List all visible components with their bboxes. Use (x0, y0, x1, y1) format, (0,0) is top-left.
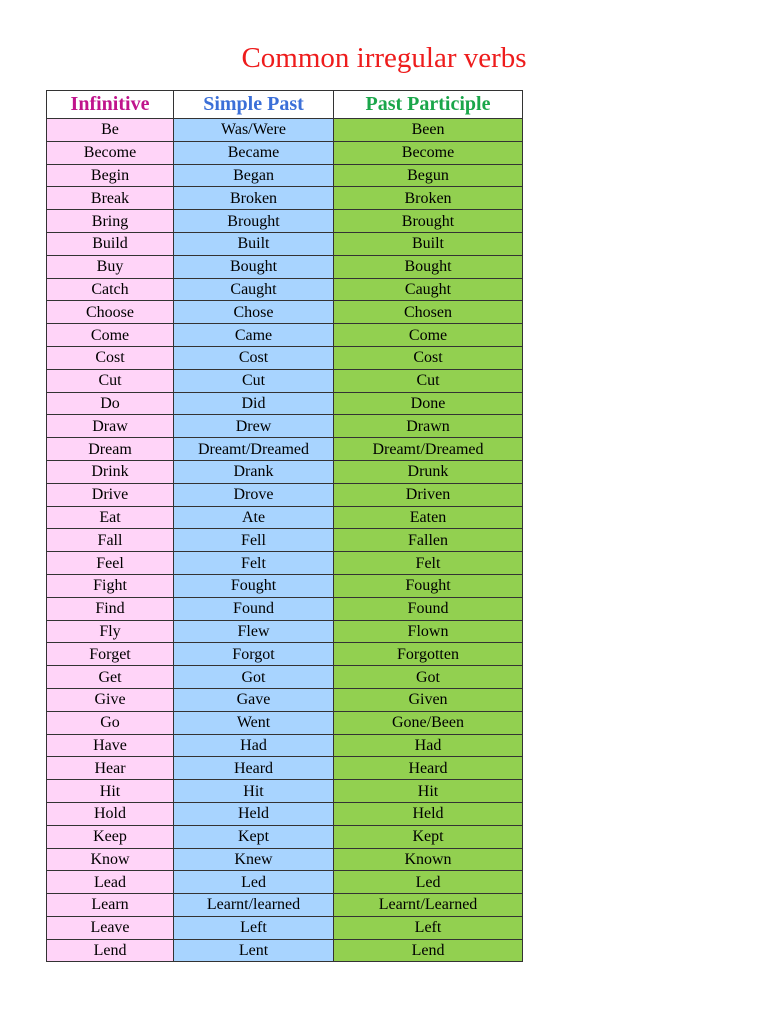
table-row (47, 460, 523, 483)
simple-past-cell: Gave (174, 688, 334, 711)
infinitive-cell: Forget (47, 643, 174, 666)
past-participle-cell: Dreamt/Dreamed (334, 438, 523, 461)
table-row (47, 278, 523, 301)
table-row (47, 939, 523, 962)
past-participle-cell: Lend (334, 939, 523, 962)
simple-past-cell: Knew (174, 848, 334, 871)
simple-past-cell: Dreamt/Dreamed (174, 438, 334, 461)
simple-past-cell: Led (174, 871, 334, 894)
table-row (47, 597, 523, 620)
table-row (47, 643, 523, 666)
simple-past-cell: Came (174, 324, 334, 347)
simple-past-cell: Hit (174, 780, 334, 803)
past-participle-cell: Hit (334, 780, 523, 803)
simple-past-cell: Drew (174, 415, 334, 438)
infinitive-cell: Draw (47, 415, 174, 438)
simple-past-cell: Held (174, 802, 334, 825)
simple-past-cell: Fell (174, 529, 334, 552)
table-row (47, 141, 523, 164)
table-row (47, 369, 523, 392)
past-participle-cell: Felt (334, 552, 523, 575)
past-participle-cell: Known (334, 848, 523, 871)
table-row (47, 620, 523, 643)
past-participle-cell: Been (334, 119, 523, 142)
infinitive-cell: Eat (47, 506, 174, 529)
infinitive-cell: Get (47, 666, 174, 689)
simple-past-cell: Found (174, 597, 334, 620)
past-participle-cell: Eaten (334, 506, 523, 529)
past-participle-cell: Cost (334, 346, 523, 369)
infinitive-cell: Be (47, 119, 174, 142)
past-participle-cell: Cut (334, 369, 523, 392)
table-row (47, 802, 523, 825)
simple-past-cell: Got (174, 666, 334, 689)
simple-past-cell: Did (174, 392, 334, 415)
table-row (47, 392, 523, 415)
infinitive-cell: Go (47, 711, 174, 734)
simple-past-cell: Kept (174, 825, 334, 848)
infinitive-cell: Hold (47, 802, 174, 825)
simple-past-cell: Lent (174, 939, 334, 962)
infinitive-cell: Bring (47, 210, 174, 233)
past-participle-cell: Drawn (334, 415, 523, 438)
past-participle-cell: Come (334, 324, 523, 347)
infinitive-cell: Choose (47, 301, 174, 324)
table-row (47, 346, 523, 369)
past-participle-cell: Bought (334, 255, 523, 278)
table-row (47, 871, 523, 894)
simple-past-cell: Had (174, 734, 334, 757)
infinitive-cell: Cost (47, 346, 174, 369)
verb-table (46, 90, 523, 962)
table-row (47, 848, 523, 871)
table-row (47, 894, 523, 917)
infinitive-cell: Drive (47, 483, 174, 506)
simple-past-cell: Felt (174, 552, 334, 575)
past-participle-cell: Driven (334, 483, 523, 506)
past-participle-cell: Given (334, 688, 523, 711)
infinitive-cell: Have (47, 734, 174, 757)
past-participle-cell: Fought (334, 574, 523, 597)
infinitive-cell: Fall (47, 529, 174, 552)
table-row (47, 438, 523, 461)
simple-past-cell: Cost (174, 346, 334, 369)
infinitive-cell: Lead (47, 871, 174, 894)
table-row (47, 483, 523, 506)
past-participle-cell: Gone/Been (334, 711, 523, 734)
table-row (47, 506, 523, 529)
table-row (47, 301, 523, 324)
past-participle-cell: Begun (334, 164, 523, 187)
infinitive-cell: Cut (47, 369, 174, 392)
past-participle-cell: Caught (334, 278, 523, 301)
simple-past-cell: Flew (174, 620, 334, 643)
infinitive-cell: Give (47, 688, 174, 711)
table-row (47, 210, 523, 233)
past-participle-cell: Got (334, 666, 523, 689)
page-title: Common irregular verbs (241, 42, 527, 74)
header-simple-past: Simple Past (174, 91, 334, 119)
past-participle-cell: Brought (334, 210, 523, 233)
simple-past-cell: Broken (174, 187, 334, 210)
infinitive-cell: Lend (47, 939, 174, 962)
table-row (47, 255, 523, 278)
table-row (47, 711, 523, 734)
simple-past-cell: Left (174, 916, 334, 939)
infinitive-cell: Keep (47, 825, 174, 848)
past-participle-cell: Fallen (334, 529, 523, 552)
table-row (47, 232, 523, 255)
table-row (47, 119, 523, 142)
infinitive-cell: Hear (47, 757, 174, 780)
simple-past-cell: Chose (174, 301, 334, 324)
infinitive-cell: Break (47, 187, 174, 210)
simple-past-cell: Bought (174, 255, 334, 278)
simple-past-cell: Learnt/learned (174, 894, 334, 917)
past-participle-cell: Done (334, 392, 523, 415)
simple-past-cell: Built (174, 232, 334, 255)
table-row (47, 324, 523, 347)
table-row (47, 164, 523, 187)
simple-past-cell: Went (174, 711, 334, 734)
simple-past-cell: Was/Were (174, 119, 334, 142)
simple-past-cell: Ate (174, 506, 334, 529)
past-participle-cell: Become (334, 141, 523, 164)
simple-past-cell: Became (174, 141, 334, 164)
infinitive-cell: Buy (47, 255, 174, 278)
past-participle-cell: Held (334, 802, 523, 825)
past-participle-cell: Found (334, 597, 523, 620)
infinitive-cell: Fly (47, 620, 174, 643)
table-row (47, 825, 523, 848)
table-row (47, 666, 523, 689)
infinitive-cell: Catch (47, 278, 174, 301)
infinitive-cell: Become (47, 141, 174, 164)
table-row (47, 415, 523, 438)
infinitive-cell: Know (47, 848, 174, 871)
table-row (47, 688, 523, 711)
table-row (47, 529, 523, 552)
table-row (47, 780, 523, 803)
header-infinitive: Infinitive (47, 91, 174, 119)
infinitive-cell: Drink (47, 460, 174, 483)
infinitive-cell: Do (47, 392, 174, 415)
infinitive-cell: Come (47, 324, 174, 347)
infinitive-cell: Dream (47, 438, 174, 461)
past-participle-cell: Broken (334, 187, 523, 210)
past-participle-cell: Left (334, 916, 523, 939)
infinitive-cell: Hit (47, 780, 174, 803)
infinitive-cell: Begin (47, 164, 174, 187)
table-row (47, 734, 523, 757)
infinitive-cell: Feel (47, 552, 174, 575)
simple-past-cell: Caught (174, 278, 334, 301)
past-participle-cell: Built (334, 232, 523, 255)
table-row (47, 916, 523, 939)
simple-past-cell: Brought (174, 210, 334, 233)
simple-past-cell: Forgot (174, 643, 334, 666)
past-participle-cell: Kept (334, 825, 523, 848)
infinitive-cell: Learn (47, 894, 174, 917)
past-participle-cell: Flown (334, 620, 523, 643)
table-row (47, 574, 523, 597)
past-participle-cell: Forgotten (334, 643, 523, 666)
past-participle-cell: Led (334, 871, 523, 894)
past-participle-cell: Drunk (334, 460, 523, 483)
simple-past-cell: Heard (174, 757, 334, 780)
past-participle-cell: Learnt/Learned (334, 894, 523, 917)
table-header-row (47, 91, 523, 119)
past-participle-cell: Had (334, 734, 523, 757)
infinitive-cell: Leave (47, 916, 174, 939)
simple-past-cell: Drove (174, 483, 334, 506)
simple-past-cell: Drank (174, 460, 334, 483)
infinitive-cell: Find (47, 597, 174, 620)
simple-past-cell: Began (174, 164, 334, 187)
verb-rows (47, 119, 523, 962)
past-participle-cell: Chosen (334, 301, 523, 324)
infinitive-cell: Build (47, 232, 174, 255)
table-row (47, 187, 523, 210)
simple-past-cell: Fought (174, 574, 334, 597)
header-past-participle: Past Participle (334, 91, 523, 119)
table-row (47, 757, 523, 780)
infinitive-cell: Fight (47, 574, 174, 597)
past-participle-cell: Heard (334, 757, 523, 780)
simple-past-cell: Cut (174, 369, 334, 392)
table-row (47, 552, 523, 575)
